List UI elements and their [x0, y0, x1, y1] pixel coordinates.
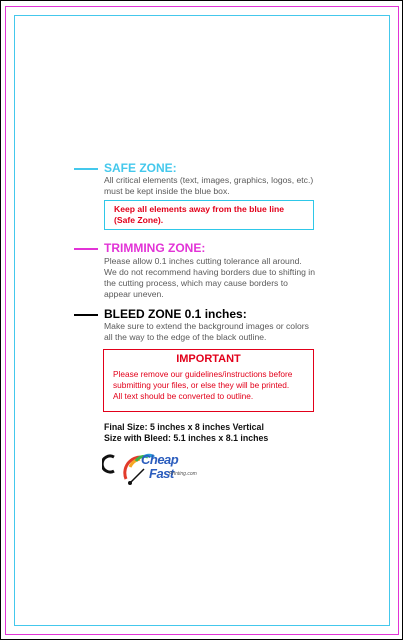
bleed-zone-heading: BLEED ZONE 0.1 inches:: [104, 307, 247, 321]
trimming-zone-text: Please allow 0.1 inches cutting tolerance all around. We do not recommend having borders due to shifting in the cutting process, which may cause borders to appear uneven.: [104, 256, 315, 299]
trimming-zone-marker: [74, 248, 98, 250]
safe-zone-marker: [74, 168, 98, 170]
trimming-zone-heading: TRIMMING ZONE:: [104, 241, 206, 255]
important-box: [103, 349, 314, 412]
important-title: IMPORTANT: [176, 353, 241, 365]
safe-zone-heading: SAFE ZONE:: [104, 161, 177, 175]
important-text: Please remove our guidelines/instructions before submitting your files, or else they will be printed. All text should be converted to outline.: [113, 369, 293, 401]
logo-word-cheap: Cheap: [141, 452, 179, 467]
size-info: [104, 422, 268, 444]
bleed-zone-text: Make sure to extend the background images or colors all the way to the edge of the black outline.: [104, 321, 309, 342]
bleed-zone-marker: [74, 314, 98, 316]
cheap-fast-printing-logo: [122, 449, 198, 489]
logo-word-fast: Fast: [149, 466, 174, 481]
c-shape-icon: [102, 454, 116, 480]
logo-tagline: Printing.com: [169, 471, 197, 477]
final-size: Final Size: 5 inches x 8 inches Vertical: [104, 422, 264, 432]
safe-zone-text: All critical elements (text, images, graphics, logos, etc.) must be kept inside the blue box.: [104, 175, 314, 196]
safe-zone-note: Keep all elements away from the blue line (Safe Zone).: [104, 200, 314, 230]
bleed-size: Size with Bleed: 5.1 inches x 8.1 inches: [104, 433, 269, 443]
